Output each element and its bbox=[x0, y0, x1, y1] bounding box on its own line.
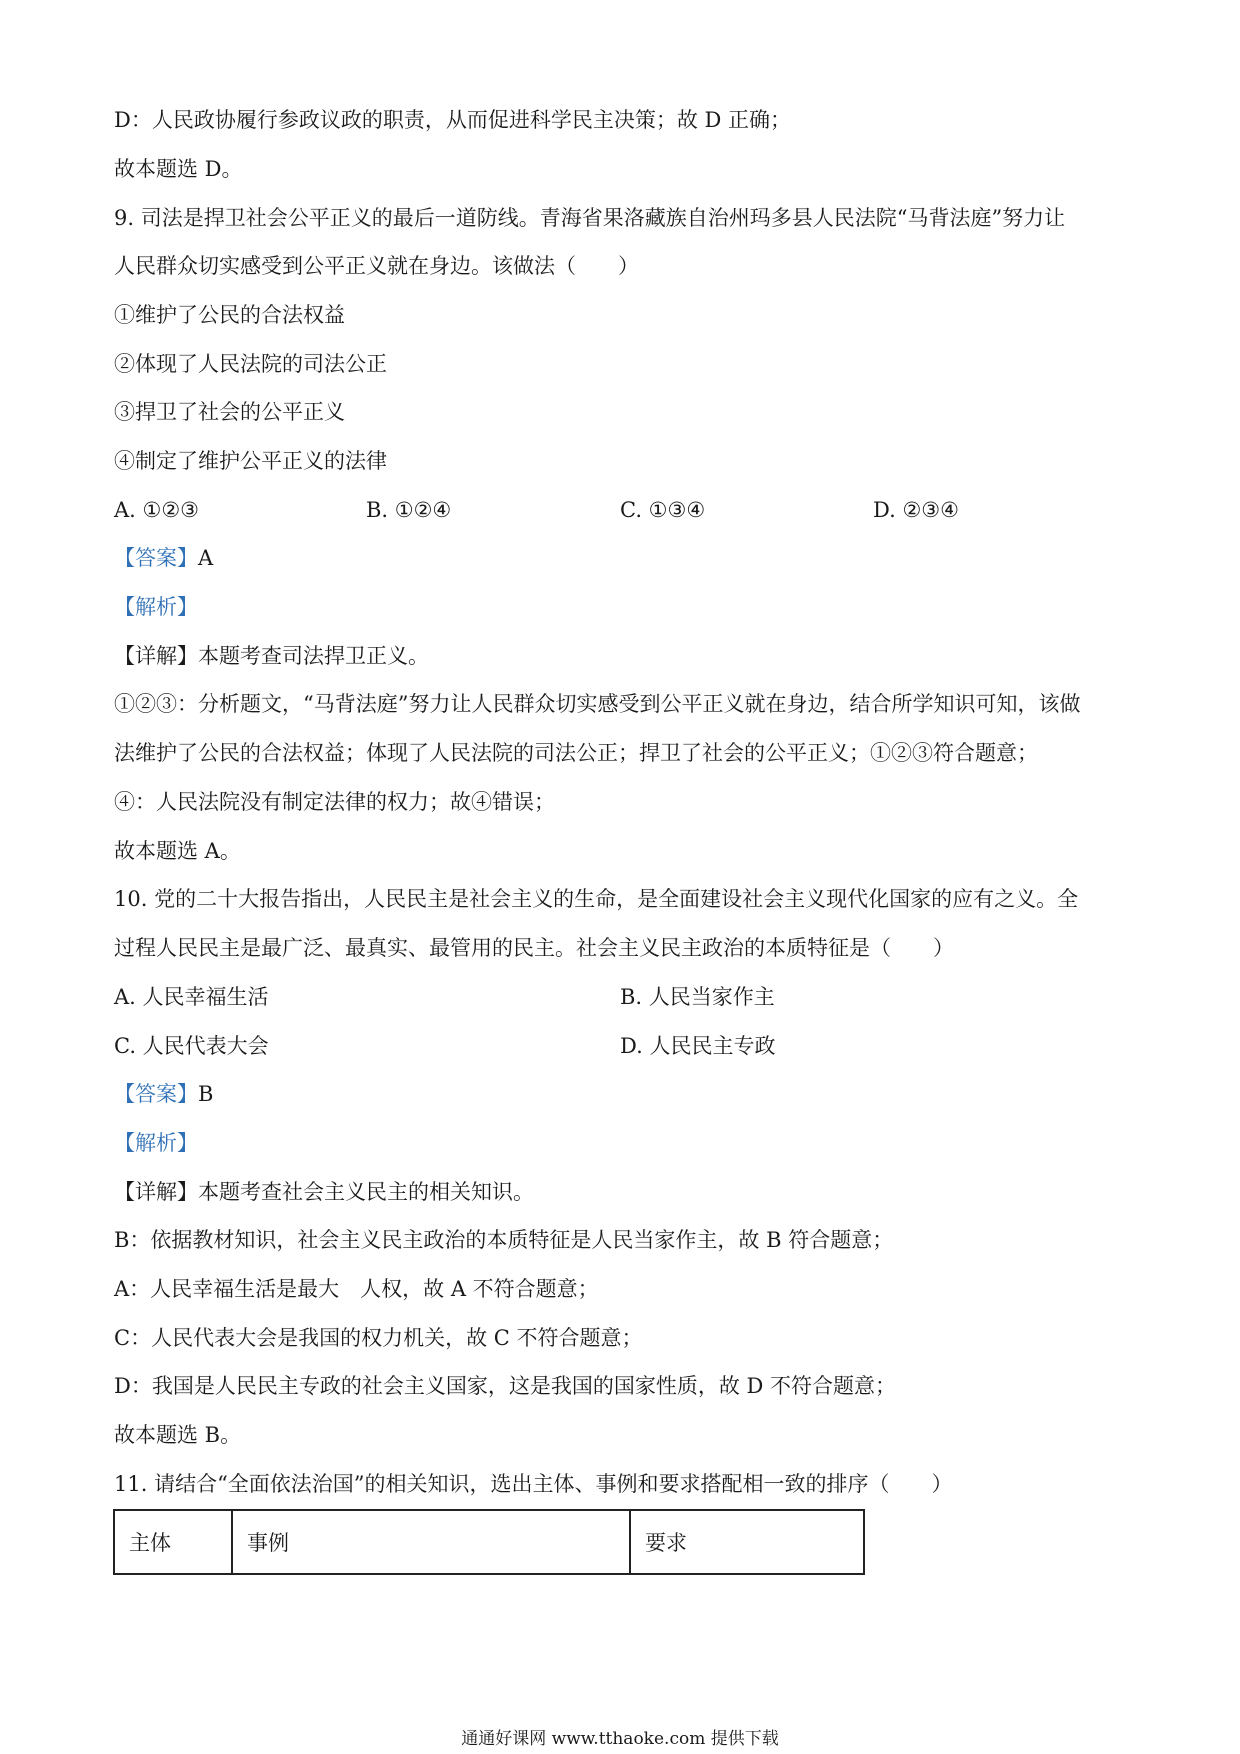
q9-item-2: ②体现了人民法院的司法公正 bbox=[114, 352, 387, 376]
q10-option-d: D. 人民民主专政 bbox=[620, 1034, 776, 1058]
q9-answer-tag: 【答案】 bbox=[114, 546, 198, 570]
q8-conclusion: 故本题选 D。 bbox=[114, 157, 243, 181]
q11-header-requirement: 要求 bbox=[645, 1531, 687, 1555]
q9-option-a: A. ①②③ bbox=[114, 498, 199, 522]
q9-item-3: ③捍卫了社会的公平正义 bbox=[114, 400, 345, 424]
q10-analysis-tag: 【解析】 bbox=[114, 1131, 198, 1155]
q9-item-1: ①维护了公民的合法权益 bbox=[114, 303, 345, 327]
page-footer: 通通好课网 www.tthaoke.com 提供下载 bbox=[461, 1729, 779, 1749]
q9-detail: 本题考查司法捍卫正义。 bbox=[198, 644, 429, 668]
q10-answer-line bbox=[114, 1081, 213, 1107]
q11-header-subject: 主体 bbox=[115, 1511, 233, 1573]
q8-option-d-explanation: D：人民政协履行参政议政的职责，从而促进科学民主决策；故 D 正确； bbox=[114, 108, 792, 132]
q11-stem: 11. 请结合“全面依法治国”的相关知识，选出主体、事例和要求搭配相一致的排序（ ） bbox=[114, 1472, 953, 1496]
q9-explanation-3: ④：人民法院没有制定法律的权力；故④错误； bbox=[114, 790, 555, 814]
q10-answer: B bbox=[198, 1082, 214, 1106]
q9-detail-line bbox=[114, 643, 429, 669]
q10-explanation-c: C：人民代表大会是我国的权力机关，故 C 不符合题意； bbox=[114, 1326, 643, 1350]
q10-stem-line-2: 过程人民民主是最广泛、最真实、最管用的民主。社会主义民主政治的本质特征是（ ） bbox=[114, 936, 954, 960]
q11-table-header-row bbox=[113, 1509, 865, 1575]
q9-option-b: B. ①②④ bbox=[366, 498, 452, 522]
q10-option-a: A. 人民幸福生活 bbox=[114, 985, 269, 1009]
q9-stem-line-1: 9. 司法是捍卫社会公平正义的最后一道防线。青海省果洛藏族自治州玛多县人民法院“马背法庭”努力让 bbox=[114, 206, 1066, 230]
q9-answer: A bbox=[198, 546, 214, 570]
q10-explanation-d: D：我国是人民民主专政的社会主义国家，这是我国的国家性质，故 D 不符合题意； bbox=[114, 1374, 897, 1398]
q10-conclusion: 故本题选 B。 bbox=[114, 1423, 242, 1447]
q10-option-c: C. 人民代表大会 bbox=[114, 1034, 269, 1058]
q9-analysis-tag: 【解析】 bbox=[114, 595, 198, 619]
q9-detail-tag: 【详解】 bbox=[114, 644, 198, 668]
q10-stem-line-1: 10. 党的二十大报告指出，人民民主是社会主义的生命，是全面建设社会主义现代化国家的应有之义。全 bbox=[114, 887, 1079, 911]
q9-option-c: C. ①③④ bbox=[620, 498, 706, 522]
q10-detail: 本题考查社会主义民主的相关知识。 bbox=[198, 1180, 534, 1204]
q9-explanation-1: ①②③：分析题文，“马背法庭”努力让人民群众切实感受到公平正义就在身边，结合所学知识可知，该做 bbox=[114, 692, 1081, 716]
q9-conclusion: 故本题选 A。 bbox=[114, 839, 241, 863]
q9-answer-line bbox=[114, 545, 213, 571]
q11-header-example: 事例 bbox=[233, 1511, 631, 1573]
q10-option-b: B. 人民当家作主 bbox=[620, 985, 775, 1009]
q10-detail-line bbox=[114, 1179, 534, 1205]
q9-item-4: ④制定了维护公平正义的法律 bbox=[114, 449, 387, 473]
q10-explanation-b: B：依据教材知识，社会主义民主政治的本质特征是人民当家作主，故 B 符合题意； bbox=[114, 1228, 894, 1252]
q10-answer-tag: 【答案】 bbox=[114, 1082, 198, 1106]
q9-explanation-2: 法维护了公民的合法权益；体现了人民法院的司法公正；捍卫了社会的公平正义；①②③符合题意； bbox=[114, 741, 1038, 765]
q10-explanation-a: A：人民幸福生活是最大 人权，故 A 不符合题意； bbox=[114, 1277, 599, 1301]
q9-stem-line-2: 人民群众切实感受到公平正义就在身边。该做法（ ） bbox=[114, 254, 639, 278]
q10-detail-tag: 【详解】 bbox=[114, 1180, 198, 1204]
q9-option-d: D. ②③④ bbox=[873, 498, 959, 522]
